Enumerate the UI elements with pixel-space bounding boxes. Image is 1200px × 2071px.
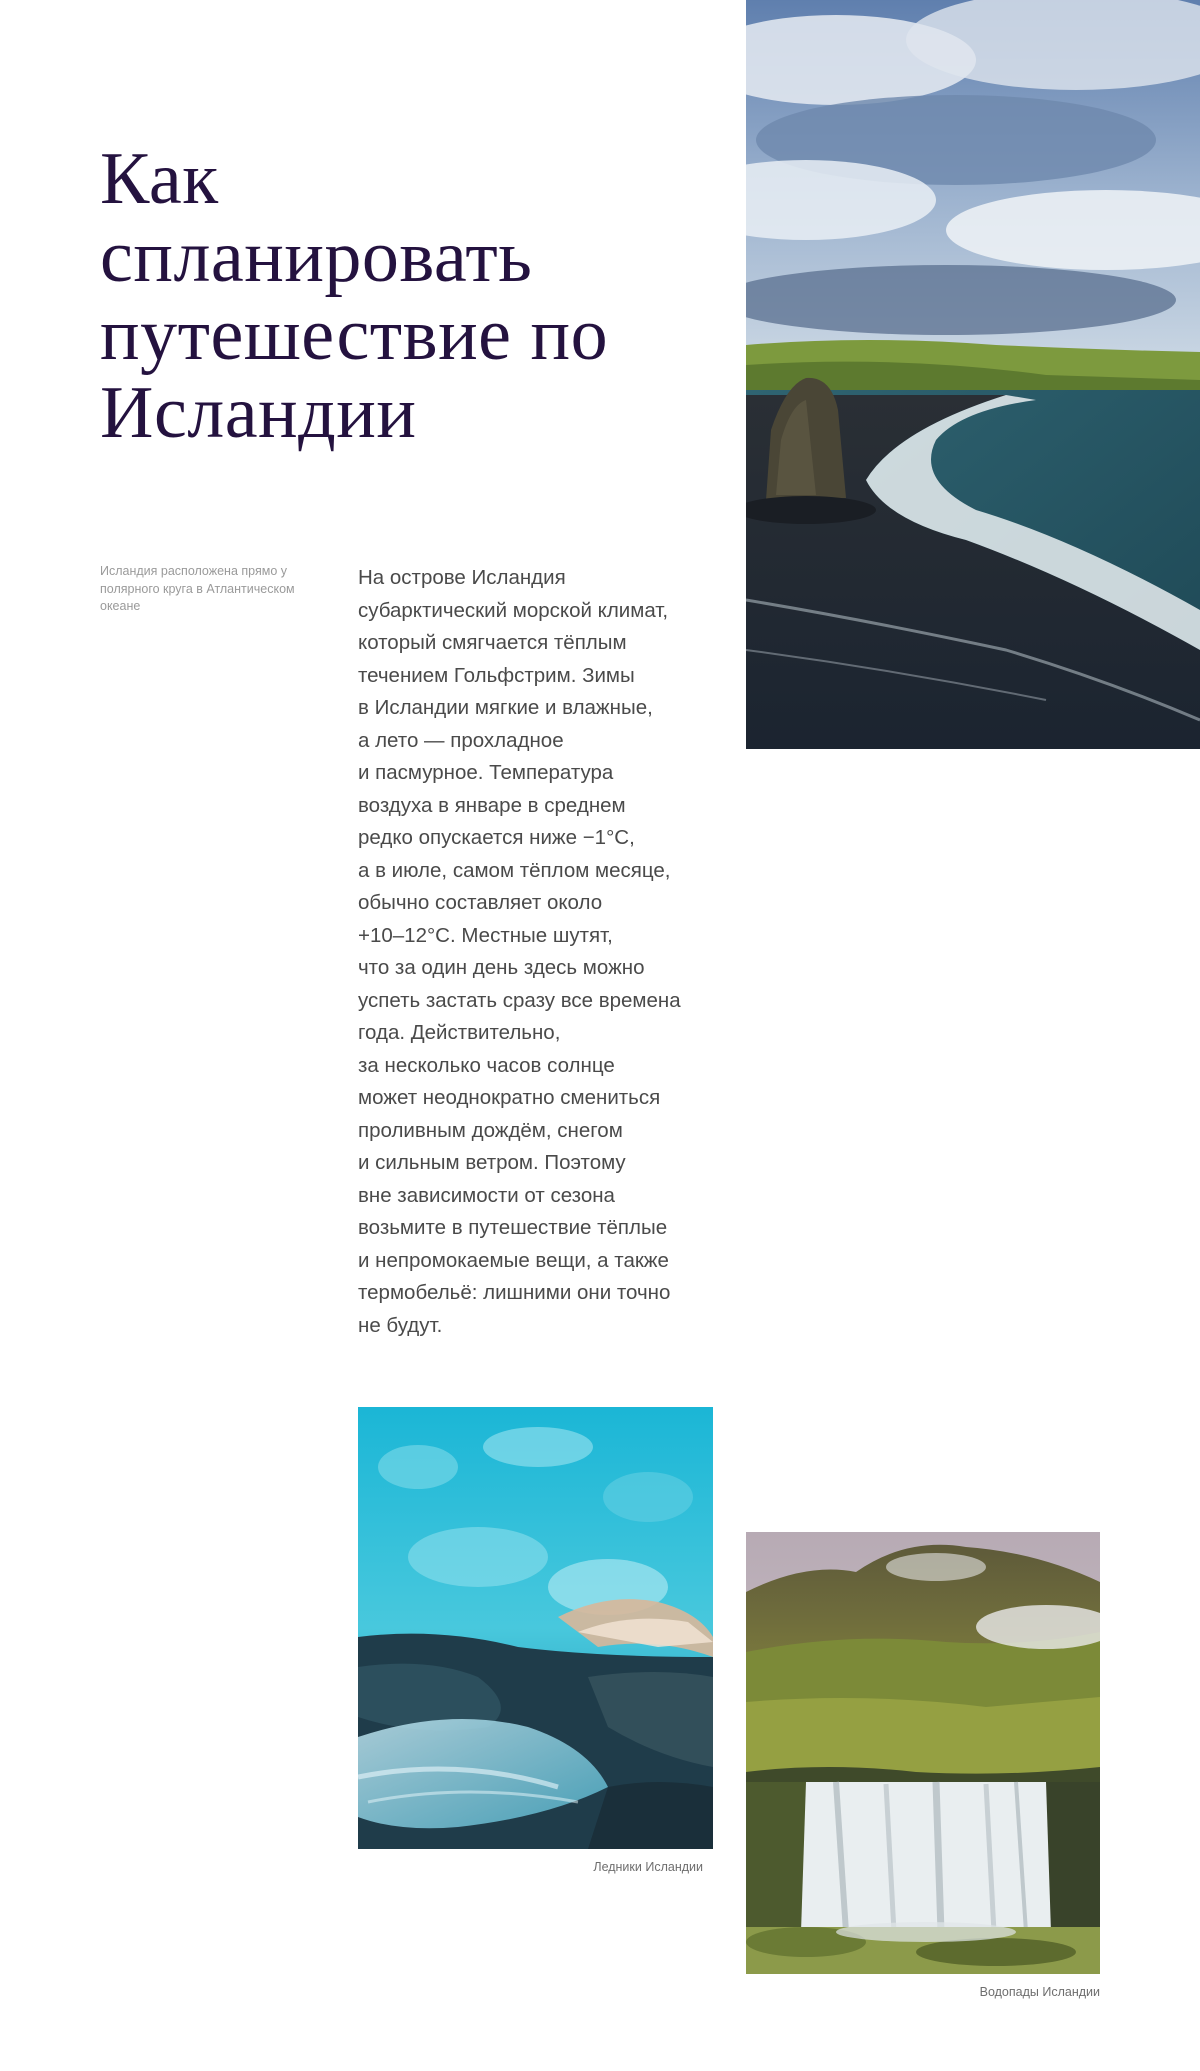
side-note: Исландия расположена прямо у полярного круга в Атлантическом океане [100, 564, 295, 613]
article-body: На острове Исландия субарктический морской климат, который смягчается тёплым течением Гольфстрим. Зимы в Исландии мягкие и влажные, а лето — прохладное и пасмурное. Температура воздуха в январе в среднем редко опускается ниже −1°С, а в июле, самом тёплом месяце, обычно составляет около +10–12°С. Местные шутят, что за один день здесь можно успеть застать сразу все времена года. Действительно, за несколько часов солнце может неоднократно смениться проливным дождём, снегом и сильным ветром. Поэтому вне зависимости от сезона возьмите в путешествие тёплые и непромокаемые вещи, а также термобельё: лишними они точно не будут. [358, 566, 681, 1337]
waterfall-caption: Водопады Исландии [979, 1985, 1100, 1999]
waterfall-photo [746, 1532, 1100, 1974]
glacier-caption: Ледники Исландии [593, 1860, 703, 1874]
coast-photo [746, 0, 1200, 749]
article-title: Как спланировать путешествие по Исландии [100, 138, 609, 454]
glacier-photo [358, 1407, 713, 1849]
